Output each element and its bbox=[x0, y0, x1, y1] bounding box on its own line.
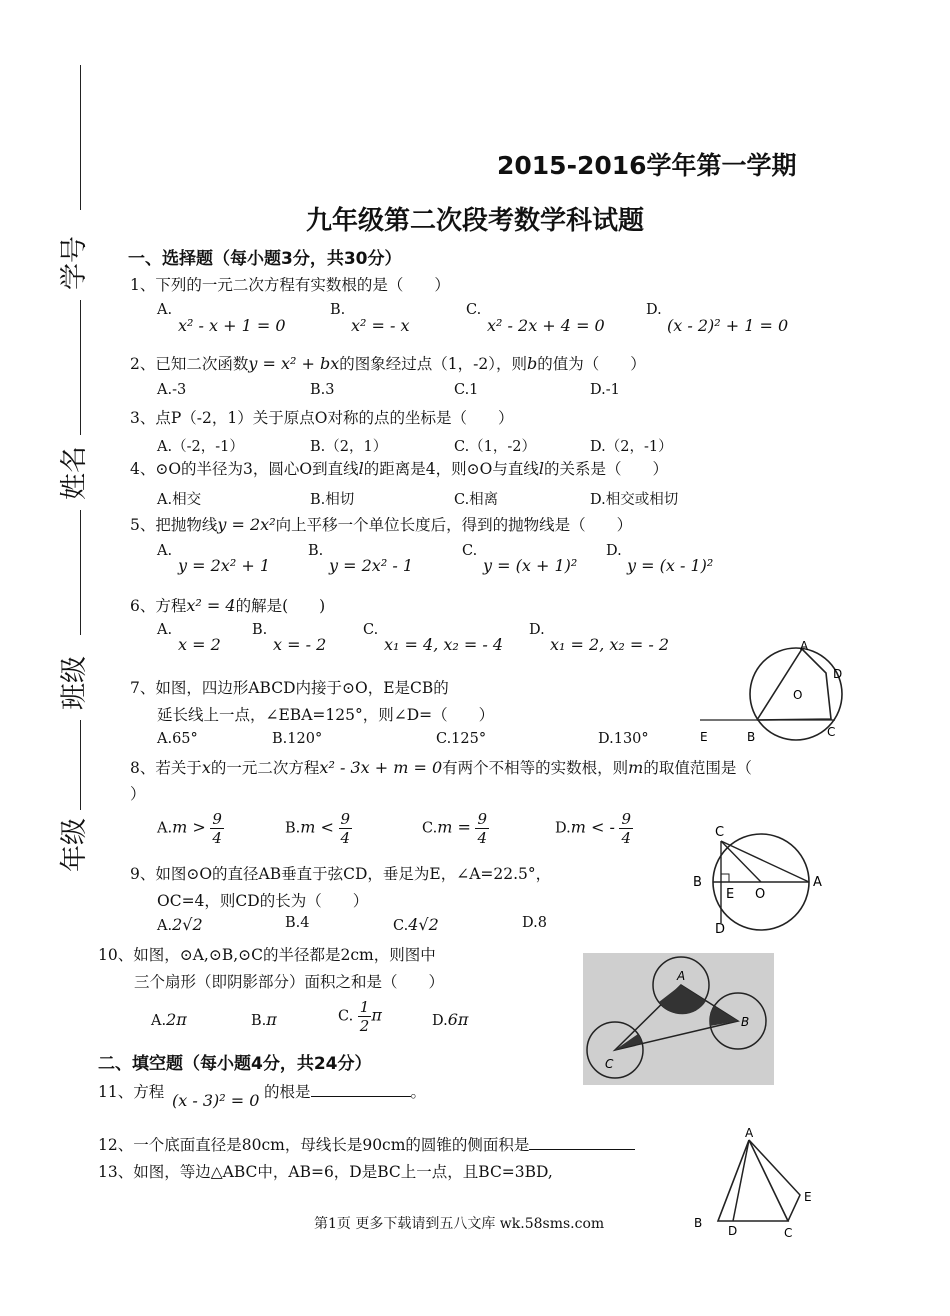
q6-option-a-expr: x = 2 bbox=[178, 635, 221, 654]
q8-stem-d: 的取值范围是（ bbox=[643, 759, 752, 777]
q5-expr: y = 2x² bbox=[217, 515, 276, 534]
q8-option-b-label: B. bbox=[285, 820, 301, 837]
fig9-label-b: B bbox=[693, 875, 702, 890]
q1-option-a-expr: x² - x + 1 = 0 bbox=[178, 316, 286, 335]
q2-option-b: B.3 bbox=[310, 382, 335, 398]
fig7-label-d: D bbox=[833, 667, 843, 681]
q9-option-d: D.8 bbox=[522, 915, 547, 931]
q8-d-den: 4 bbox=[621, 829, 632, 847]
q2-stem-c: 的值为（ ） bbox=[537, 355, 646, 373]
q8-option-d-label: D. bbox=[555, 820, 571, 837]
q8-var-m: m bbox=[628, 758, 644, 777]
q11-answer-blank[interactable] bbox=[311, 1082, 411, 1097]
binding-line-top bbox=[80, 65, 81, 210]
q5-option-a-expr: y = 2x² + 1 bbox=[178, 556, 270, 575]
q9-option-c-expr: 4√2 bbox=[408, 915, 439, 934]
q9-line2: OC=4，则CD的长为（ ） bbox=[157, 892, 369, 910]
q10-option-b-label: B. bbox=[251, 1013, 267, 1029]
q1-option-d-expr: (x - 2)² + 1 = 0 bbox=[667, 316, 789, 335]
q6-option-b-expr: x = - 2 bbox=[273, 635, 327, 654]
q4-stem-a: 4、⊙O的半径为3，圆心O到直线 bbox=[130, 460, 359, 478]
q8-option-c bbox=[422, 810, 489, 847]
q8-option-d-lhs: m < - bbox=[570, 817, 615, 837]
figure-q10-sectors bbox=[583, 953, 774, 1085]
q4-var-2: l bbox=[538, 459, 544, 478]
fig9-label-e: E bbox=[726, 887, 735, 902]
q8-stem-b: 的一元二次方程 bbox=[210, 759, 320, 777]
q6-option-c-label: C. bbox=[363, 622, 379, 638]
q1-option-c-label: C. bbox=[466, 302, 482, 318]
q2-option-a: A.-3 bbox=[157, 382, 187, 398]
q8-close-paren: ） bbox=[130, 785, 146, 803]
q11-tail bbox=[264, 1080, 426, 1102]
q9-option-a-expr: 2√2 bbox=[172, 915, 203, 934]
q8-option-c-label: C. bbox=[422, 820, 438, 837]
q11-expr: (x - 3)² = 0 bbox=[172, 1091, 260, 1110]
q8-option-d bbox=[555, 810, 633, 847]
q4-option-d: D.相交或相切 bbox=[590, 492, 679, 508]
q8-expr: x² - 3x + m = 0 bbox=[319, 758, 443, 777]
page-footer: 第1页 更多下载请到五八文库 wk.58sms.com bbox=[314, 1216, 605, 1232]
q8-option-a-lhs: m > bbox=[172, 817, 206, 837]
q5-stem-a: 5、把抛物线 bbox=[130, 516, 218, 534]
q2-expr: y = x² + bx bbox=[248, 354, 340, 373]
q5-option-d-label: D. bbox=[606, 543, 622, 559]
q7-option-d: D.130° bbox=[598, 731, 649, 747]
q8-stem bbox=[130, 756, 752, 778]
q5-option-b-label: B. bbox=[308, 543, 324, 559]
q10-option-b-expr: π bbox=[266, 1010, 277, 1029]
q4-var-1: l bbox=[358, 459, 364, 478]
q12-answer-blank[interactable] bbox=[529, 1135, 635, 1150]
q5-option-c-expr: y = (x + 1)² bbox=[483, 556, 578, 575]
fig7-label-b: B bbox=[747, 730, 756, 744]
fig13-label-d: D bbox=[728, 1224, 738, 1238]
q6-option-d-expr: x₁ = 2, x₂ = - 2 bbox=[550, 635, 670, 654]
q3-stem: 3、点P（-2，1）关于原点O对称的点的坐标是（ ） bbox=[130, 409, 514, 427]
q8-option-c-fraction bbox=[475, 810, 489, 847]
fig10-label-a: A bbox=[677, 969, 686, 983]
q1-option-c-expr: x² - 2x + 4 = 0 bbox=[487, 316, 605, 335]
grade-label: 年级 bbox=[59, 818, 90, 872]
q8-b-num: 9 bbox=[340, 810, 351, 828]
q10-option-c bbox=[338, 998, 382, 1035]
q10-c-num: 1 bbox=[359, 998, 370, 1016]
q10-option-a bbox=[151, 1010, 187, 1029]
q10-option-c-label: C. bbox=[338, 1008, 354, 1025]
q6-option-b-label: B. bbox=[252, 622, 268, 638]
q8-b-den: 4 bbox=[340, 829, 351, 847]
class-label: 班级 bbox=[59, 656, 90, 710]
year-term-title: 2015-2016学年第一学期 bbox=[497, 151, 797, 180]
q8-option-a-fraction bbox=[210, 810, 224, 847]
q1-option-b-expr: x² = - x bbox=[351, 316, 410, 335]
q10-line1: 10、如图，⊙A,⊙B,⊙C的半径都是2cm，则图中 bbox=[98, 946, 436, 964]
q6-expr: x² = 4 bbox=[186, 596, 236, 615]
q3-option-d: D.（2，-1） bbox=[590, 439, 673, 455]
fig9-label-a: A bbox=[813, 875, 822, 890]
fig10-label-c: C bbox=[605, 1057, 614, 1071]
q1-option-b-label: B. bbox=[330, 302, 346, 318]
fig13-label-e: E bbox=[804, 1190, 812, 1204]
binding-line-4 bbox=[80, 720, 81, 810]
fig9-label-c: C bbox=[715, 825, 725, 840]
q4-stem bbox=[130, 457, 668, 479]
fig7-label-e: E bbox=[700, 730, 708, 744]
q10-option-d bbox=[432, 1010, 468, 1029]
q5-option-c-label: C. bbox=[462, 543, 478, 559]
q3-option-c: C.（1，-2） bbox=[454, 439, 537, 455]
q5-option-b-expr: y = 2x² - 1 bbox=[329, 556, 413, 575]
q10-option-c-fraction bbox=[358, 998, 372, 1035]
q7-option-c: C.125° bbox=[436, 731, 487, 747]
fig7-label-a: A bbox=[800, 640, 809, 653]
q10-option-d-label: D. bbox=[432, 1013, 448, 1029]
q1-option-a-label: A. bbox=[157, 302, 173, 318]
q5-stem-b: 向上平移一个单位长度后，得到的抛物线是（ ） bbox=[275, 516, 633, 534]
q2-stem-a: 2、已知二次函数 bbox=[130, 355, 249, 373]
fig7-label-o: O bbox=[793, 688, 803, 702]
q8-a-num: 9 bbox=[212, 810, 222, 828]
q2-option-d: D.-1 bbox=[590, 382, 620, 398]
q8-option-b bbox=[285, 810, 352, 847]
student-id-label: 学号 bbox=[59, 236, 90, 290]
figure-q7-circle bbox=[695, 640, 855, 750]
q11-stem-a: 11、方程 bbox=[98, 1083, 165, 1101]
q2-stem bbox=[130, 352, 646, 374]
q2-var: b bbox=[527, 354, 538, 373]
q9-option-b: B.4 bbox=[285, 915, 310, 931]
q10-option-a-expr: 2π bbox=[166, 1010, 187, 1029]
q6-stem-b: 的解是( ) bbox=[235, 597, 326, 615]
fig9-label-o: O bbox=[755, 887, 766, 902]
q11-stem bbox=[98, 1080, 164, 1102]
q1-stem: 1、下列的一元二次方程有实数根的是（ ） bbox=[130, 276, 450, 294]
q8-option-a-label: A. bbox=[157, 820, 173, 837]
q5-option-d-expr: y = (x - 1)² bbox=[627, 556, 714, 575]
fig10-label-b: B bbox=[741, 1015, 750, 1029]
q8-option-b-fraction bbox=[339, 810, 353, 847]
q4-option-a: A.相交 bbox=[157, 492, 202, 508]
fig7-label-c: C bbox=[827, 725, 836, 739]
q6-option-c-expr: x₁ = 4, x₂ = - 4 bbox=[384, 635, 504, 654]
q10-option-b bbox=[251, 1010, 277, 1029]
q11-stem-c: 。 bbox=[410, 1083, 427, 1101]
q4-stem-c: 的关系是（ ） bbox=[543, 460, 668, 478]
q10-c-den: 2 bbox=[359, 1017, 370, 1035]
q6-stem bbox=[130, 594, 325, 616]
q5-stem bbox=[130, 513, 632, 535]
q1-option-d-label: D. bbox=[646, 302, 662, 318]
figure-q9-circle bbox=[685, 822, 830, 937]
binding-line-3 bbox=[80, 510, 81, 635]
q8-var-x: x bbox=[201, 758, 211, 777]
q8-c-num: 9 bbox=[477, 810, 488, 828]
q12-line bbox=[98, 1133, 635, 1155]
fig13-label-c: C bbox=[784, 1226, 793, 1240]
q4-stem-b: 的距离是4，则⊙O与直线 bbox=[363, 460, 539, 478]
section2-heading: 二、填空题（每小题4分，共24分） bbox=[98, 1054, 372, 1074]
q5-option-a-label: A. bbox=[157, 543, 173, 559]
figure-q13-triangle bbox=[688, 1125, 828, 1243]
name-label: 姓名 bbox=[59, 446, 90, 500]
q2-stem-b: 的图象经过点（1，-2），则 bbox=[339, 355, 527, 373]
q3-option-a: A.（-2，-1） bbox=[157, 439, 244, 455]
q4-option-c: C.相离 bbox=[454, 492, 499, 508]
q6-option-a-label: A. bbox=[157, 622, 173, 638]
fig13-label-a: A bbox=[745, 1126, 754, 1140]
q3-option-b: B.（2，1） bbox=[310, 439, 388, 455]
q8-option-c-lhs: m = bbox=[437, 817, 471, 837]
q9-option-a-label: A. bbox=[157, 918, 173, 934]
exam-title: 九年级第二次段考数学科试题 bbox=[306, 206, 645, 236]
q11-stem-b: 的根是 bbox=[264, 1083, 311, 1101]
q6-option-d-label: D. bbox=[529, 622, 545, 638]
q7-line1: 7、如图，四边形ABCD内接于⊙O，E是CB的 bbox=[130, 679, 449, 697]
q9-option-c-label: C. bbox=[393, 918, 409, 934]
q4-option-b: B.相切 bbox=[310, 492, 355, 508]
q10-option-a-label: A. bbox=[151, 1013, 167, 1029]
q10-option-d-expr: 6π bbox=[447, 1010, 469, 1029]
fig9-label-d: D bbox=[715, 922, 726, 937]
q8-a-den: 4 bbox=[212, 829, 222, 847]
q2-option-c: C.1 bbox=[454, 382, 479, 398]
q8-option-b-lhs: m < bbox=[300, 817, 334, 837]
q7-line2: 延长线上一点，∠EBA=125°，则∠D=（ ） bbox=[157, 706, 495, 724]
q6-stem-a: 6、方程 bbox=[130, 597, 187, 615]
q8-d-num: 9 bbox=[621, 810, 632, 828]
q8-option-d-fraction bbox=[619, 810, 633, 847]
q8-stem-a: 8、若关于 bbox=[130, 759, 202, 777]
q9-option-a bbox=[157, 915, 203, 934]
q12-stem: 12、一个底面直径是80cm，母线长是90cm的圆锥的侧面积是 bbox=[98, 1136, 530, 1154]
q13-stem: 13、如图，等边△ABC中，AB=6，D是BC上一点，且BC=3BD, bbox=[98, 1163, 553, 1181]
q7-option-b: B.120° bbox=[272, 731, 323, 747]
q8-stem-c: 有两个不相等的实数根，则 bbox=[442, 759, 629, 777]
q8-option-a bbox=[157, 810, 224, 847]
section1-heading: 一、选择题（每小题3分，共30分） bbox=[128, 249, 402, 269]
q9-option-c bbox=[393, 915, 439, 934]
q8-c-den: 4 bbox=[477, 829, 488, 847]
fig13-label-b: B bbox=[694, 1216, 703, 1230]
q9-line1: 9、如图⊙O的直径AB垂直于弦CD，垂足为E，∠A=22.5°， bbox=[130, 865, 552, 883]
q10-line2: 三个扇形（即阴影部分）面积之和是（ ） bbox=[134, 973, 445, 991]
binding-line-2 bbox=[80, 300, 81, 435]
q7-option-a: A.65° bbox=[157, 731, 198, 747]
q10-option-c-expr: π bbox=[371, 1005, 382, 1025]
